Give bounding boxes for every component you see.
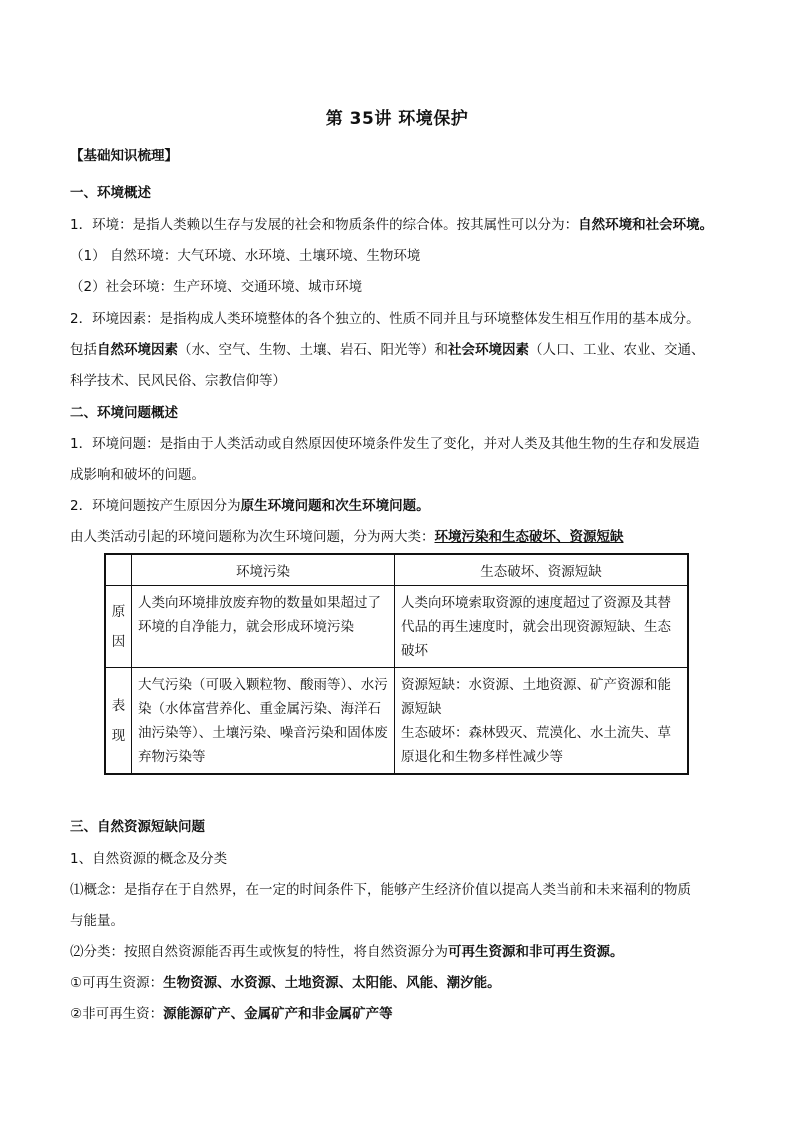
row-head-char: 因 <box>111 633 126 650</box>
s1-paragraph-1 <box>70 215 730 235</box>
s3-p5-emphasis: 生物资源、水资源、土地资源、太阳能、风能、潮汐能。 <box>163 975 501 991</box>
s3-p4-text: ⑵分类：按照自然资源能否再生或恢复的特性，将自然资源分为 <box>70 944 448 960</box>
page-title: 第 35讲 环境保护 <box>325 109 469 129</box>
s3-p6-text: ②非可再生资： <box>70 1006 164 1022</box>
s2-p4-emphasis: 环境污染和生态破坏、资源短缺 <box>434 529 624 545</box>
s3-paragraph-1: 1、自然资源的概念及分类 <box>70 851 228 867</box>
s1-paragraph-4: 2．环境因素：是指构成人类环境整体的各个独立的、性质不同并且与环境整体发生相互作用的基本成分。 <box>70 311 700 327</box>
s2-paragraph-2: 成影响和破坏的问题。 <box>70 467 205 483</box>
s2-paragraph-3 <box>70 496 730 516</box>
table-cell: 大气污染（可吸入颗粒物、酸雨等）、水污染（水体富营养化、重金属污染、海洋石油污染等）、土壤污染、噪音污染和固体废弃物污染等 <box>132 668 395 775</box>
s3-p5-text: ①可再生资源： <box>70 975 164 991</box>
table-row-head-manifestation <box>105 668 132 775</box>
s2-paragraph-4 <box>70 527 730 547</box>
s3-paragraph-5 <box>70 973 730 993</box>
s1-p5-b: 自然环境因素 <box>97 342 178 358</box>
table-corner-cell <box>105 554 132 586</box>
s1-p5-c: （水、空气、生物、土壤、岩石、阳光等）和 <box>178 342 448 358</box>
table-header-row <box>105 554 688 586</box>
s1-p1-emphasis: 自然环境和社会环境。 <box>578 217 714 233</box>
table-cell-line: 资源短缺：水资源、土地资源、矿产资源和能源短缺 <box>401 677 671 717</box>
s1-paragraph-5 <box>70 340 730 360</box>
s1-paragraph-3: （2）社会环境：生产环境、交通环境、城市环境 <box>70 279 363 295</box>
s3-paragraph-2: ⑴概念：是指存在于自然界，在一定的时间条件下，能够产生经济价值以提高人类当前和未来福利的物质 <box>70 882 691 898</box>
s1-paragraph-2: （1） 自然环境：大气环境、水环境、土壤环境、生物环境 <box>70 248 421 264</box>
s2-p3-emphasis: 原生环境问题和次生环境问题。 <box>240 498 430 514</box>
table-col-header-pollution: 环境污染 <box>132 554 395 586</box>
s3-paragraph-3: 与能量。 <box>70 913 124 929</box>
s1-p5-e: （人口、工业、农业、交通、 <box>529 342 705 358</box>
row-head-char: 现 <box>111 727 126 744</box>
s1-p5-d: 社会环境因素 <box>448 342 529 358</box>
s1-heading: 一、环境概述 <box>70 185 151 201</box>
table-row <box>105 586 688 668</box>
s2-p4-text: 由人类活动引起的环境问题称为次生环境问题，分为两大类： <box>70 529 435 545</box>
table-row <box>105 668 688 775</box>
s3-p4-emphasis: 可再生资源和非可再生资源。 <box>448 944 624 960</box>
table-cell <box>395 668 689 775</box>
s3-heading: 三、自然资源短缺问题 <box>70 819 205 835</box>
s2-paragraph-1: 1．环境问题：是指由于人类活动或自然原因使环境条件发生了变化，并对人类及其他生物的生存和发展造 <box>70 436 700 452</box>
s3-p6-emphasis: 源能源矿产、金属矿产和非金属矿产等 <box>163 1006 393 1022</box>
section-header: 【基础知识梳理】 <box>70 148 178 164</box>
s2-heading: 二、环境问题概述 <box>70 405 178 421</box>
row-head-char: 原 <box>111 603 126 620</box>
s2-p3-text: 2．环境问题按产生原因分为 <box>70 498 241 514</box>
s3-paragraph-4 <box>70 942 730 962</box>
table-cell-line: 生态破坏：森林毁灭、荒漠化、水土流失、草原退化和生物多样性减少等 <box>401 725 671 765</box>
table-cell: 人类向环境排放废弃物的数量如果超过了环境的自净能力，就会形成环境污染 <box>132 586 395 668</box>
row-head-char: 表 <box>111 697 126 714</box>
s1-p1-text: 1．环境：是指人类赖以生存与发展的社会和物质条件的综合体。按其属性可以分为： <box>70 217 579 233</box>
table-col-header-ecology: 生态破坏、资源短缺 <box>395 554 689 586</box>
environment-problems-table <box>104 553 689 775</box>
table-cell: 人类向环境索取资源的速度超过了资源及其替代品的再生速度时，就会出现资源短缺、生态破坏 <box>395 586 689 668</box>
s3-paragraph-6 <box>70 1004 730 1024</box>
s1-paragraph-6: 科学技术、民风民俗、宗教信仰等） <box>70 373 286 389</box>
table-row-head-cause <box>105 586 132 668</box>
s1-p5-a: 包括 <box>70 342 97 358</box>
